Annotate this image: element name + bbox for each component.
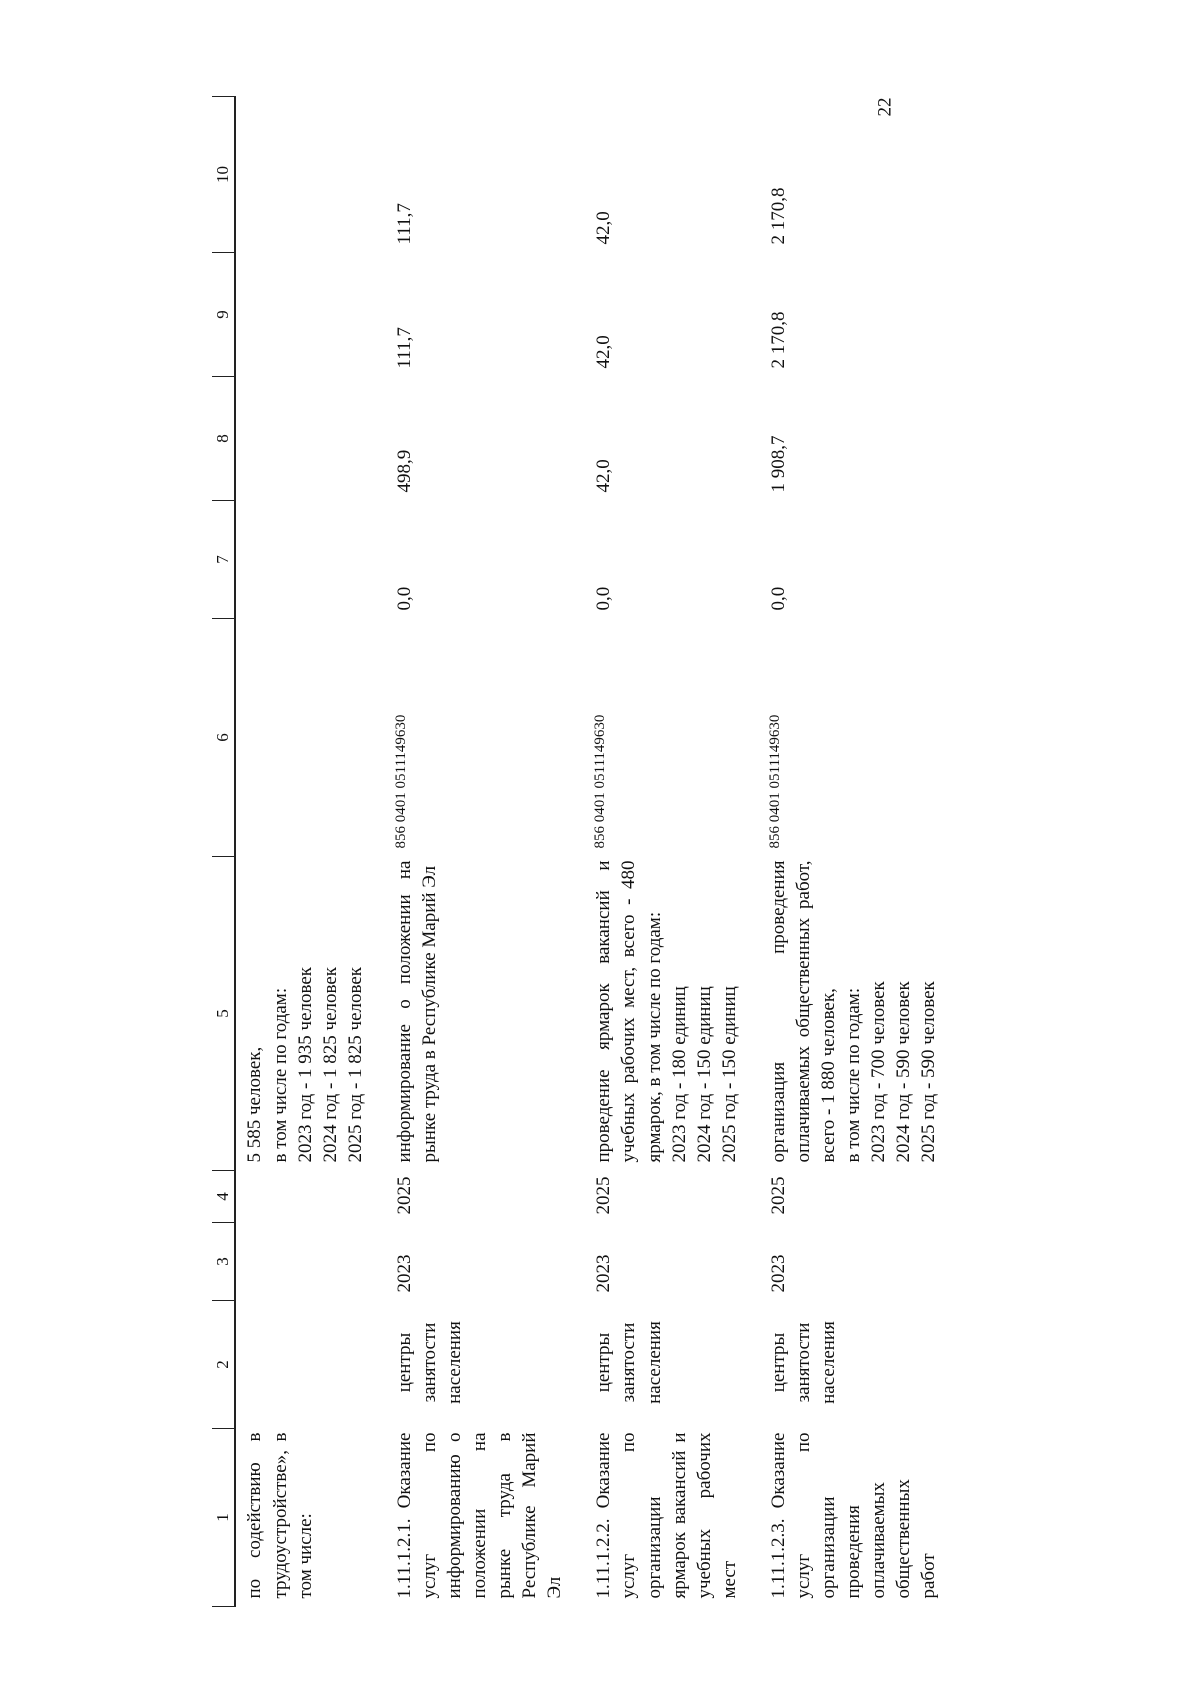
table-row [235, 97, 385, 1607]
result-line: 2024 год - 590 человек [893, 981, 915, 1163]
value-cell: 42,0 [593, 211, 615, 245]
executor-cell [235, 1301, 385, 1429]
value-cell [235, 253, 385, 377]
executor-cell: центры занятости населения [393, 1321, 465, 1404]
result-line: 2025 год - 590 человек [918, 981, 940, 1163]
start-year-cell [235, 1223, 385, 1301]
budget-code-cell: 856 0401 0511149630 [592, 714, 609, 849]
executor-cell: центры занятости населения [593, 1321, 665, 1404]
value-cell: 2 170,8 [767, 187, 789, 245]
start-year-cell: 2023 [393, 1254, 415, 1293]
column-header: 8 [212, 377, 235, 501]
value-cell: 0,0 [593, 586, 615, 611]
result-line: 2023 год - 1 935 человек [294, 966, 316, 1163]
value-cell: 111,7 [393, 327, 415, 369]
page-number: 22 [874, 97, 896, 117]
rotated-table-container [212, 97, 992, 1607]
result-line: 2024 год - 1 825 человек [319, 966, 341, 1163]
end-year-cell [235, 1171, 385, 1223]
executor-cell: центры занятости населения [767, 1321, 839, 1404]
task-name-cell: по содействию в трудоустройстве», в том числе: [244, 1432, 316, 1599]
end-year-cell: 2025 [393, 1176, 415, 1215]
value-cell: 0,0 [767, 586, 789, 611]
value-cell: 0,0 [393, 586, 415, 611]
value-cell [235, 501, 385, 619]
column-header: 6 [212, 619, 235, 857]
table-row [386, 97, 586, 1607]
budget-table [212, 96, 959, 1607]
start-year-cell: 2023 [767, 1254, 789, 1293]
result-line: 2024 год - 150 единиц [693, 986, 715, 1163]
result-cell [585, 857, 759, 1171]
column-header: 5 [212, 857, 235, 1171]
header-row [212, 97, 235, 1607]
result-cell [235, 857, 385, 1171]
value-cell [235, 377, 385, 501]
column-header: 10 [212, 97, 235, 253]
end-year-cell: 2025 [767, 1176, 789, 1215]
column-header: 4 [212, 1171, 235, 1223]
result-line: 2023 год - 700 человек [868, 981, 890, 1163]
task-name-cell: 1.11.1.2.3. Оказание услуг по организации проведения оплачиваемых общественных работ [767, 1432, 940, 1599]
result-cell [386, 857, 586, 1171]
result-cell [760, 857, 960, 1171]
column-header: 3 [212, 1223, 235, 1301]
value-cell: 2 170,8 [767, 311, 789, 369]
result-line: организация проведения оплачиваемых общественных работ, всего - 1 880 человек, [767, 860, 839, 1163]
column-header: 9 [212, 253, 235, 377]
task-name-cell: 1.11.1.2.2. Оказание услуг по организации ярмарок вакансий и учебных рабочих мест [593, 1432, 740, 1599]
result-line: в том числе по годам: [269, 987, 291, 1163]
column-header: 1 [212, 1429, 235, 1607]
task-name-cell: 1.11.1.2.1. Оказание услуг по информированию о положении на рынке труда в Республике Марий Эл [393, 1432, 566, 1599]
result-line: 2025 год - 1 825 человек [344, 966, 366, 1163]
result-line: 2025 год - 150 единиц [718, 986, 740, 1163]
value-cell: 498,9 [393, 449, 415, 493]
result-line: в том числе по годам: [843, 987, 865, 1163]
result-line: 5 585 человек, [244, 1046, 266, 1163]
start-year-cell: 2023 [593, 1254, 615, 1293]
value-cell [235, 97, 385, 253]
value-cell: 111,7 [393, 203, 415, 245]
table-row [760, 97, 960, 1607]
column-header: 2 [212, 1301, 235, 1429]
result-line: информирование о положении на рынке труда в Республике Марий Эл [393, 860, 440, 1163]
budget-code-cell [235, 619, 385, 857]
result-line: проведение ярмарок вакансий и учебных рабочих мест, всего - 480 ярмарок, в том числе по годам: [593, 860, 665, 1163]
result-line: 2023 год - 180 единиц [668, 986, 690, 1163]
end-year-cell: 2025 [593, 1176, 615, 1215]
budget-code-cell: 856 0401 0511149630 [392, 714, 409, 849]
value-cell: 42,0 [593, 335, 615, 369]
value-cell: 42,0 [593, 459, 615, 493]
table-row [585, 97, 759, 1607]
budget-code-cell: 856 0401 0511149630 [766, 714, 783, 849]
column-header: 7 [212, 501, 235, 619]
value-cell: 1 908,7 [767, 435, 789, 493]
